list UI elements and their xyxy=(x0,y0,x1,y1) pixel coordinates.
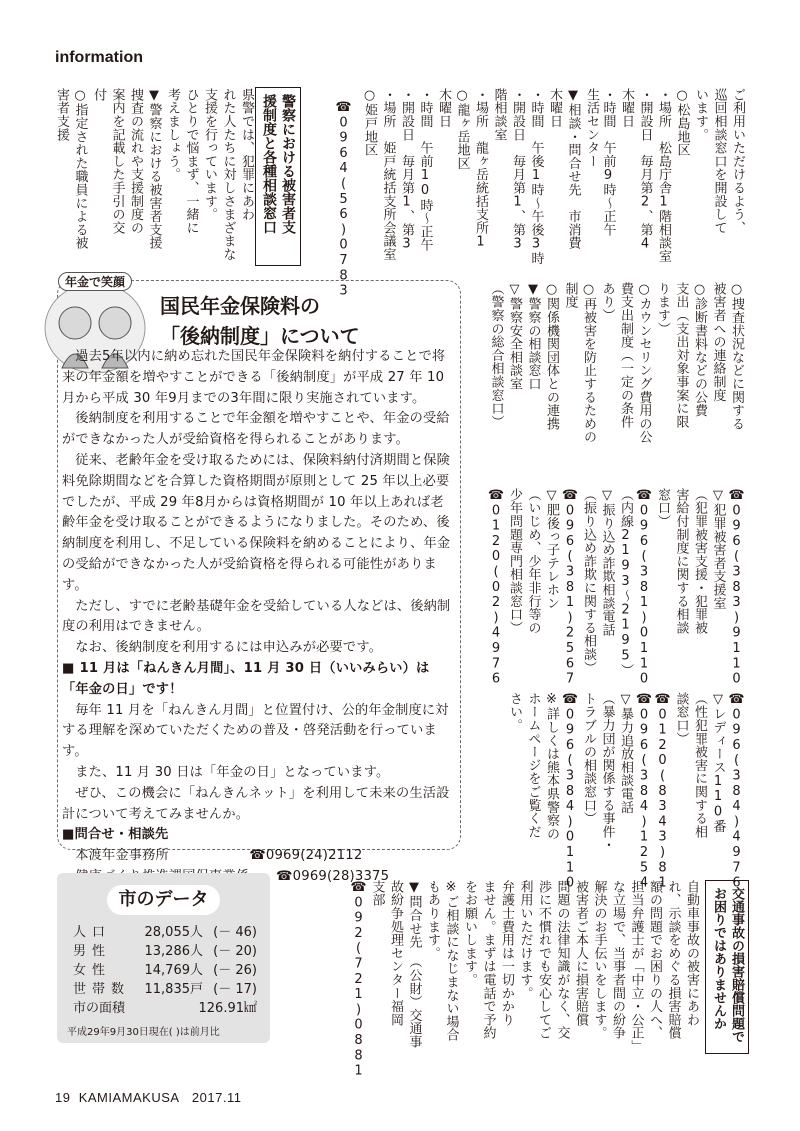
pension-title-line1: 国民年金保険料の xyxy=(160,294,320,318)
pension-paragraph: 従来、老齢年金を受け取るためには、保険料納付済期間と保険料免除期間などを合算した資格期間が原則として 25 年以上必要でしたが、平成 29 年8月からは資格期間が 10 年以上あれば老齢年金を受け取ることができるようになりました。そのため、後納制度を利用し、不足している保険料を納めることにより、年金の受給ができなかった人が受給資格を得られる可能性があります。 xyxy=(62,452,451,593)
consultation-schedule-mid: 生活センター ▼相談・問合せ先 市消費 木曜日 ・時間 午後1時～午後3時 ・開設日 毎月第1、第3 階相談室 ・場所 龍ヶ岳統括支所1 ○龍ヶ岳地区 木曜日 ・時間 午前10時～正午 ・開設日 毎月第1、第3 ・場所 姫戸統括支所会議室 ○姫戸地区 xyxy=(362,88,599,265)
stat-label: 世帯数 xyxy=(73,982,131,997)
table-row xyxy=(71,940,259,959)
stat-value: 14,769人 xyxy=(144,963,203,978)
stat-change: (－ 46) xyxy=(213,925,257,940)
contact-phone: ☎0969(24)2112 xyxy=(249,848,363,864)
traffic-accident-body: 自動車事故の被害にあわ れ、示談をめぐる損害賠償 額の問題でお困りの人へ、 担当弁護士が「中立・公正」 な立場で、当事者間の紛争 解決のお手伝いをします。 被害者ご本人に損害賠償 問題の法律知識がなく、交 渉に不慣れでも安心してご 利用いただけます。 弁護士費用は一切かかり ません。まずは電話で予約 をお願いします。 ※ご相談になじまない場合 もあります。 ▼問合せ先 （公財）交通事 故紛争処理センター福岡 支部 ☎092(721)0881 xyxy=(351,880,699,1079)
pension-title-line2: 「後納制度」について xyxy=(160,324,360,348)
stat-label: 市の面積 xyxy=(73,1001,126,1016)
contact-phone: ☎0969(28)3375 xyxy=(276,868,390,884)
stat-label: 人口 xyxy=(73,925,112,940)
consultation-phone: ☎0964(56)0783 xyxy=(336,100,351,299)
traffic-accident-title: 交通事故の損害賠償問題で お困りではありませんか xyxy=(705,880,749,1054)
consultation-schedule-right: ご利用いただけるよう、 巡回相談窓口を開設して います。 ○松島地区 ・場所 松島庁舎1階相談室 ・開設日 毎月第2、第4 木曜日 ・時間 午前9時～正午 xyxy=(600,88,745,263)
pension-contact-row xyxy=(62,846,452,867)
city-data-title: 市のデータ xyxy=(107,885,220,915)
stat-label: 男性 xyxy=(73,944,112,959)
police-phone-list: ☎096(383)9110 ▽犯罪被害者支援室 （犯罪被害支援・犯罪被 害給付制度に関する相談 窓口） ☎096(381)0110 （内線2193～2195） ▽振り込め詐欺相談電話 （振り込め詐欺に関する相談） ☎096(381)2567 ▽肥後っ子テレホン （いじめ、少年非行等の 少年問題専門相談窓口） ☎0120(02)4976 xyxy=(488,488,744,687)
pension-contact-heading: ■問合せ・相談先 xyxy=(62,827,169,843)
stat-change: (－ 20) xyxy=(213,944,257,959)
pension-month-heading: ■ 11 月は「ねんきん月間」、11 月 30 日（いいみらい）は「年金の日」です！ xyxy=(62,660,430,697)
table-row xyxy=(71,978,259,997)
stat-change: (－ 26) xyxy=(213,963,257,978)
pension-body xyxy=(62,347,452,888)
section-label: information xyxy=(55,49,143,66)
pension-paragraph: ぜひ、この機会に「ねんきんネット」を利用して未来の生活設計について考えてみませんか。 xyxy=(62,785,450,822)
contact-name: 本渡年金事務所 xyxy=(75,848,169,864)
pension-paragraph: また、11 月 30 日は「年金の日」となっています。 xyxy=(75,764,390,780)
table-row xyxy=(71,959,259,978)
magazine-name: KAMIAMAKUSA xyxy=(78,1090,180,1105)
stat-value: 11,835戸 xyxy=(144,982,203,997)
city-data-table xyxy=(71,921,259,1016)
stat-value: 126.91㎢ xyxy=(198,1001,257,1016)
page-footer xyxy=(55,1090,241,1105)
pension-badge-label: 年金で笑顔 xyxy=(58,272,132,291)
city-data-note: 平成29年9月30日現在( )は前月比 xyxy=(67,1027,220,1038)
stat-value: 28,055人 xyxy=(144,925,203,940)
pension-paragraph: ただし、すでに老齢基礎年金を受給している人などは、後納制度の利用はできません。 xyxy=(62,598,451,635)
police-phone-list-2: ☎096(384)4976 ▽レディース110番 （性犯罪被害に関する相 談窓口） ☎0120(8343)81 ☎096(384)1254 ▽暴力追放相談電話 （暴力団が関係する事件・ トラブルの相談窓口） ☎096(384)0110 ※詳しくは熊本県警察の ホームページをご覧くだ さい。 xyxy=(507,692,744,891)
pension-paragraph: 後納制度を利用することで年金額を増やすことや、年金の受給ができなかった人が受給資格を得られることがあります。 xyxy=(62,411,450,448)
pension-paragraph: 過去5年以内に納め忘れた国民年金保険料を納付することで将来の年金額を増やすことができる「後納制度」が平成 27 年 10 月から平成 30 年9月までの3年間に限り実施されています。 xyxy=(62,349,446,406)
police-support-list: ○捜査状況などに関する 被害者への連絡制度 ○診断書料などの公費 支出（支出対象事案に限 ります） ○カウンセリング費用の公 費支出制度（一定の条件 あり） ○再被害を防止するための 制度 ○関係機関団体との連携 ▼警察の相談窓口 ▽警察安全相談室 （警察の総合相談窓口） xyxy=(488,282,744,444)
victim-support-title: 警察における被害者支 援制度と各種相談窓口 xyxy=(255,87,301,266)
stat-value: 13,286人 xyxy=(144,944,203,959)
pension-title xyxy=(160,291,360,351)
pension-paragraph: 毎年 11 月を「ねんきん月間」と位置付け、公的年金制度に対する理解を深めていただくための普及・啓発活動を行っています。 xyxy=(62,702,449,760)
stat-change: (－ 17) xyxy=(213,982,257,997)
stat-label: 女性 xyxy=(73,963,112,978)
pension-paragraph: なお、後納制度を利用するには申込みが必要です。 xyxy=(75,640,383,656)
city-data-panel xyxy=(57,873,270,1043)
table-row xyxy=(71,997,259,1016)
page-number: 19 xyxy=(55,1090,71,1105)
issue-date: 2017.11 xyxy=(191,1090,242,1105)
table-row xyxy=(71,921,259,940)
victim-support-body: 県警では、犯罪にあわ れた人たちに対しさまざまな 支援を行っています。 ひとりで悩まず、一緒に 考えましょう。 ▼警察における被害者支援 捜査の流れや支援制度の 案内を記載した手引の交 付 ○指定された職員による被 害者支援 xyxy=(54,88,254,261)
